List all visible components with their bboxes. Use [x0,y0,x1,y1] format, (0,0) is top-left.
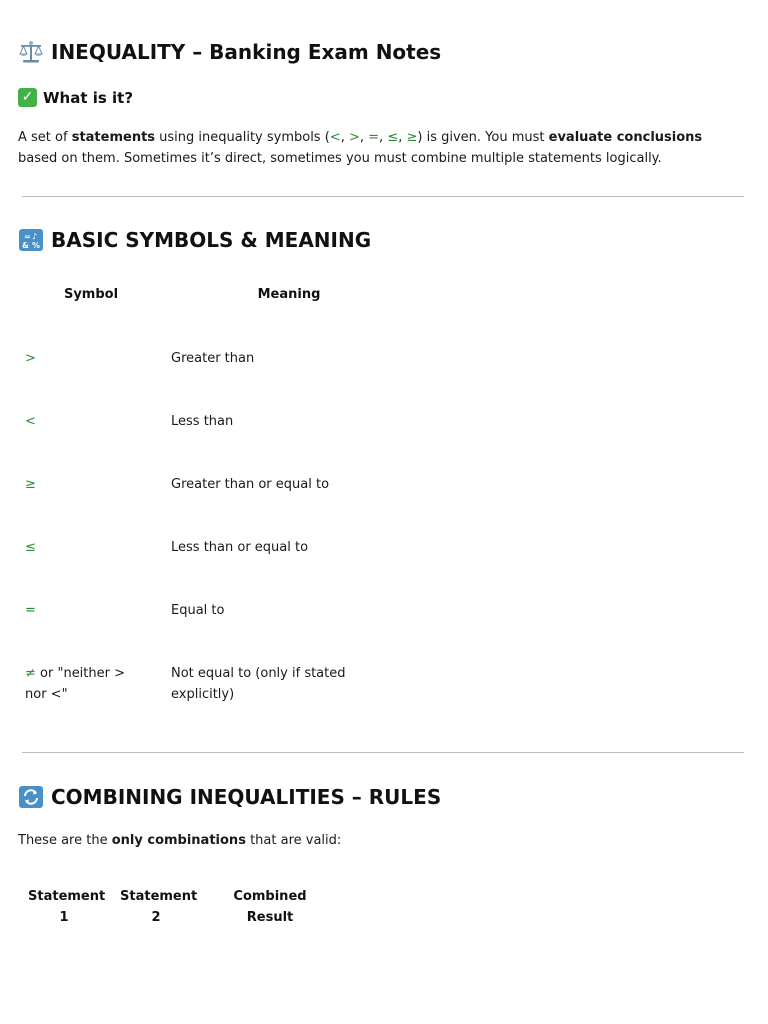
paragraph-text: based on them. Sometimes it’s direct, sometimes you must combine multiple statements logically. [18,151,662,166]
column-header-statement-2: Statement 2 [120,889,198,925]
combining-heading [18,785,441,809]
column-header-meaning: Meaning [257,287,321,302]
symbol-greater-than: > [348,130,360,145]
table-cell-symbol: < [25,414,36,429]
basic-symbols-heading-text: BASIC SYMBOLS & MEANING [51,228,372,252]
combining-intro [18,830,738,851]
table-cell-meaning: Equal to [171,603,225,618]
table-cell-symbol [25,663,150,705]
symbols-icon [18,228,44,252]
arrows-cycle-icon [18,785,44,809]
table-cell-symbol: > [25,351,36,366]
symbol-suffix-text: or "neither > nor <" [25,666,126,702]
page-title [18,40,441,64]
page-title-text: INEQUALITY – Banking Exam Notes [51,40,442,64]
paragraph-text: These are the [18,833,112,848]
paragraph-bold: evaluate conclusions [548,130,703,145]
section-divider [22,196,744,197]
table-cell-meaning: Less than [171,414,234,429]
svg-text:♪: ♪ [32,232,38,241]
what-is-it-heading [18,88,133,107]
svg-text:&: & [22,241,29,250]
paragraph-bold: only combinations [111,833,246,848]
table-cell-meaning: Not equal to (only if stated explicitly) [171,666,346,702]
what-is-it-paragraph: A set of statements using inequality symbols (<, >, =, ≤, ≥) is given. You must evaluate conclusions based on them. Sometimes it’s direct, sometimes you must combine multiple statements logically. [18,130,703,166]
svg-text:%: % [32,241,41,250]
svg-text:=: = [24,232,31,241]
column-header-statement-1: Statement 1 [28,889,106,925]
paragraph-text: ) is given. You must [417,130,549,145]
paragraph-text: that are valid: [245,833,342,848]
symbol-greater-equal: ≥ [406,130,418,145]
table-cell-meaning: Greater than or equal to [171,477,330,492]
column-header-symbol: Symbol [63,287,119,302]
paragraph-text: using inequality symbols ( [155,130,330,145]
table-cell-meaning: Less than or equal to [171,540,309,555]
check-mark-icon: ✓ [18,88,37,107]
balance-scale-icon [18,40,44,64]
symbol-less-equal: ≤ [387,130,399,145]
paragraph-bold: statements [71,130,156,145]
column-header-combined-result: Combined Result [233,889,307,925]
table-cell-symbol: ≥ [25,477,36,492]
table-cell-meaning: Greater than [171,351,255,366]
basic-symbols-heading [18,228,371,252]
table-cell-symbol: = [25,603,36,618]
combining-heading-text: COMBINING INEQUALITIES – RULES [51,785,442,809]
paragraph-text: A set of [18,130,72,145]
what-is-it-heading-text: What is it? [43,88,134,107]
symbol-less-than: < [329,130,341,145]
symbol-equal: = [368,130,380,145]
not-equal-symbol: ≠ [25,666,36,681]
table-cell-symbol: ≤ [25,540,36,555]
section-divider [22,752,744,753]
